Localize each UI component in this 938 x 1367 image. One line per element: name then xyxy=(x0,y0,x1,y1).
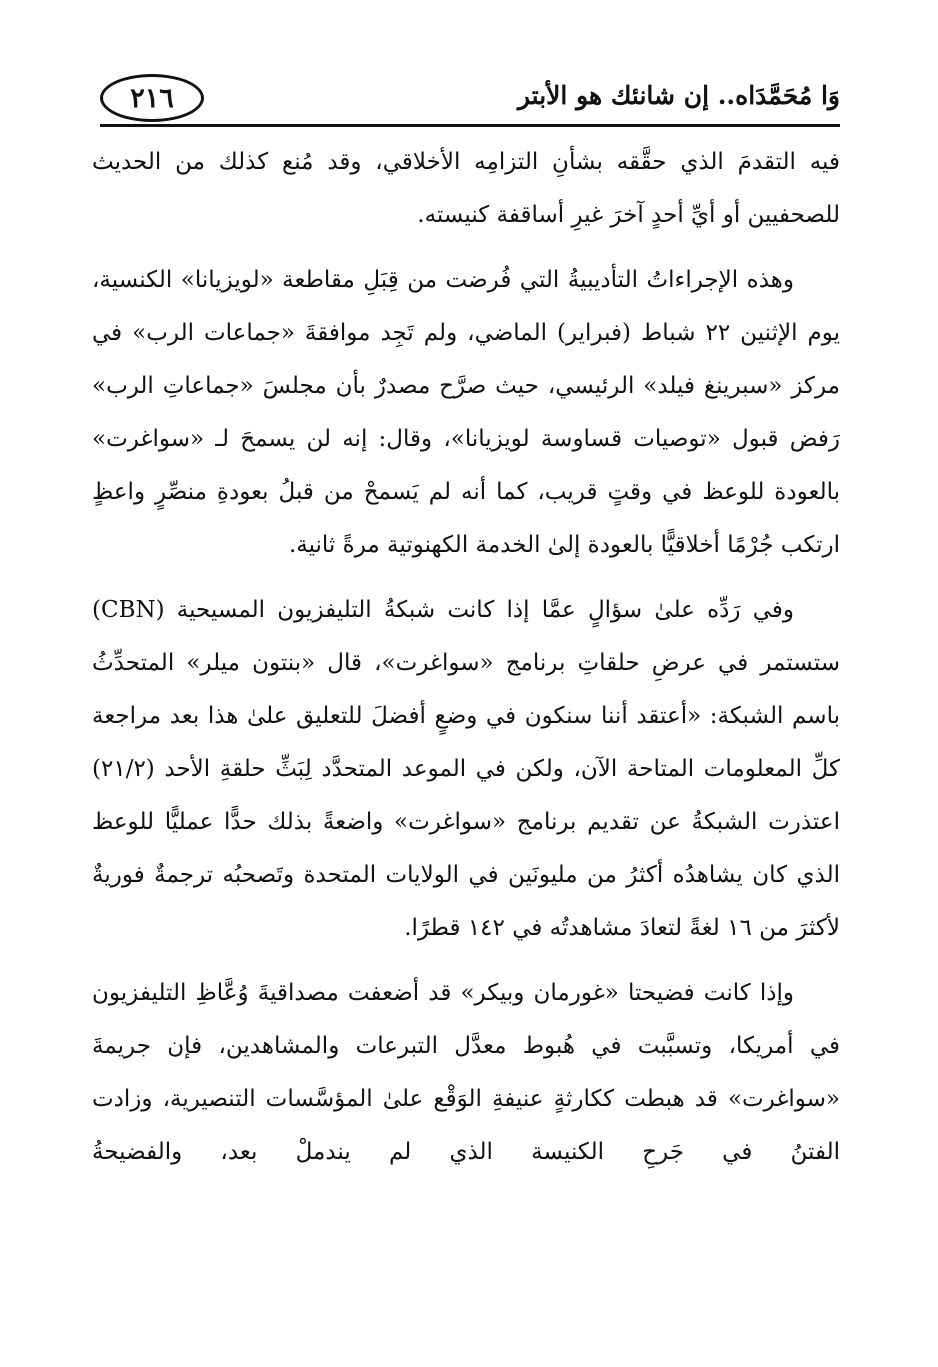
paragraph-1: فيه التقدمَ الذي حقَّقه بشأنِ التزامِه الأخلاقي، وقد مُنع كذلك من الحديث للصحفيين أو أيِّ أحدٍ آخرَ غيرِ أساقفة كنيسته. xyxy=(92,149,840,228)
running-title: وَا مُحَمَّدَاه.. إن شانئك هو الأبتر xyxy=(517,81,840,110)
header-divider xyxy=(100,124,840,127)
page-number: ٢١٦ xyxy=(100,74,204,122)
page-header xyxy=(100,68,840,128)
paragraph-3: وفي رَدِّه علىٰ سؤالٍ عمَّا إذا كانت شبكةُ التليفزيون المسيحية (CBN) ستستمر في عرضِ حلقاتِ برنامج «سواغرت»، قال «بنتون ميلر» المتحدِّثُ باسم الشبكة: «أعتقد أننا سنكون في وضعٍ أفضلَ للتعليق علىٰ هذا بعد مراجعة كلِّ المعلومات المتاحة الآن، ولكن في الموعد المتحدَّد لِبَثِّ حلقةِ الأحد (٢١/٢) اعتذرت الشبكةُ عن تقديم برنامج «سواغرت» واضعةً بذلك حدًّا عمليًّا للوعظ الذي كان يشاهدُه أكثرُ من مليونَين في الولايات المتحدة وتَصحبُه ترجمةٌ فوريةٌ لأكثرَ من ١٦ لغةً لتعادَ مشاهدتُه في ١٤٢ قطرًا. xyxy=(92,597,840,941)
paragraph-2: وهذه الإجراءاتُ التأديبيةُ التي فُرضت من قِبَلِ مقاطعة «لويزيانا» الكنسية، يوم الإثنين ٢٢ شباط (فبراير) الماضي، ولم تَجِد موافقةَ «جماعات الرب» في مركز «سبرينغ فيلد» الرئيسي، حيث صرَّح مصدرٌ بأن مجلسَ «جماعاتِ الرب» رَفض قبول «توصيات قساوسة لويزيانا»، وقال: إنه لن يسمحَ لـ «سواغرت» بالعودة للوعظ في وقتٍ قريب، كما أنه لم يَسمحْ من قبلُ بعودةِ منصِّرٍ واعظٍ ارتكب جُرْمًا أخلاقيًّا بالعودة إلىٰ الخدمة الكهنوتية مرةً ثانية. xyxy=(92,267,840,558)
body-text xyxy=(92,136,840,1191)
paragraph-4: وإذا كانت فضيحتا «غورمان وبيكر» قد أضعفت مصداقيةَ وُعَّاظِ التليفزيون في أمريكا، وتسبَّبت في هُبوط معدَّل التبرعات والمشاهدين، فإن جريمةَ «سواغرت» قد هبطت ككارثةٍ عنيفةِ الوَقْع علىٰ المؤسَّسات التنصيرية، وزادت الفتنُ في جَرحِ الكنيسة الذي لم يندملْ بعد، والفضيحةُ xyxy=(92,980,840,1165)
